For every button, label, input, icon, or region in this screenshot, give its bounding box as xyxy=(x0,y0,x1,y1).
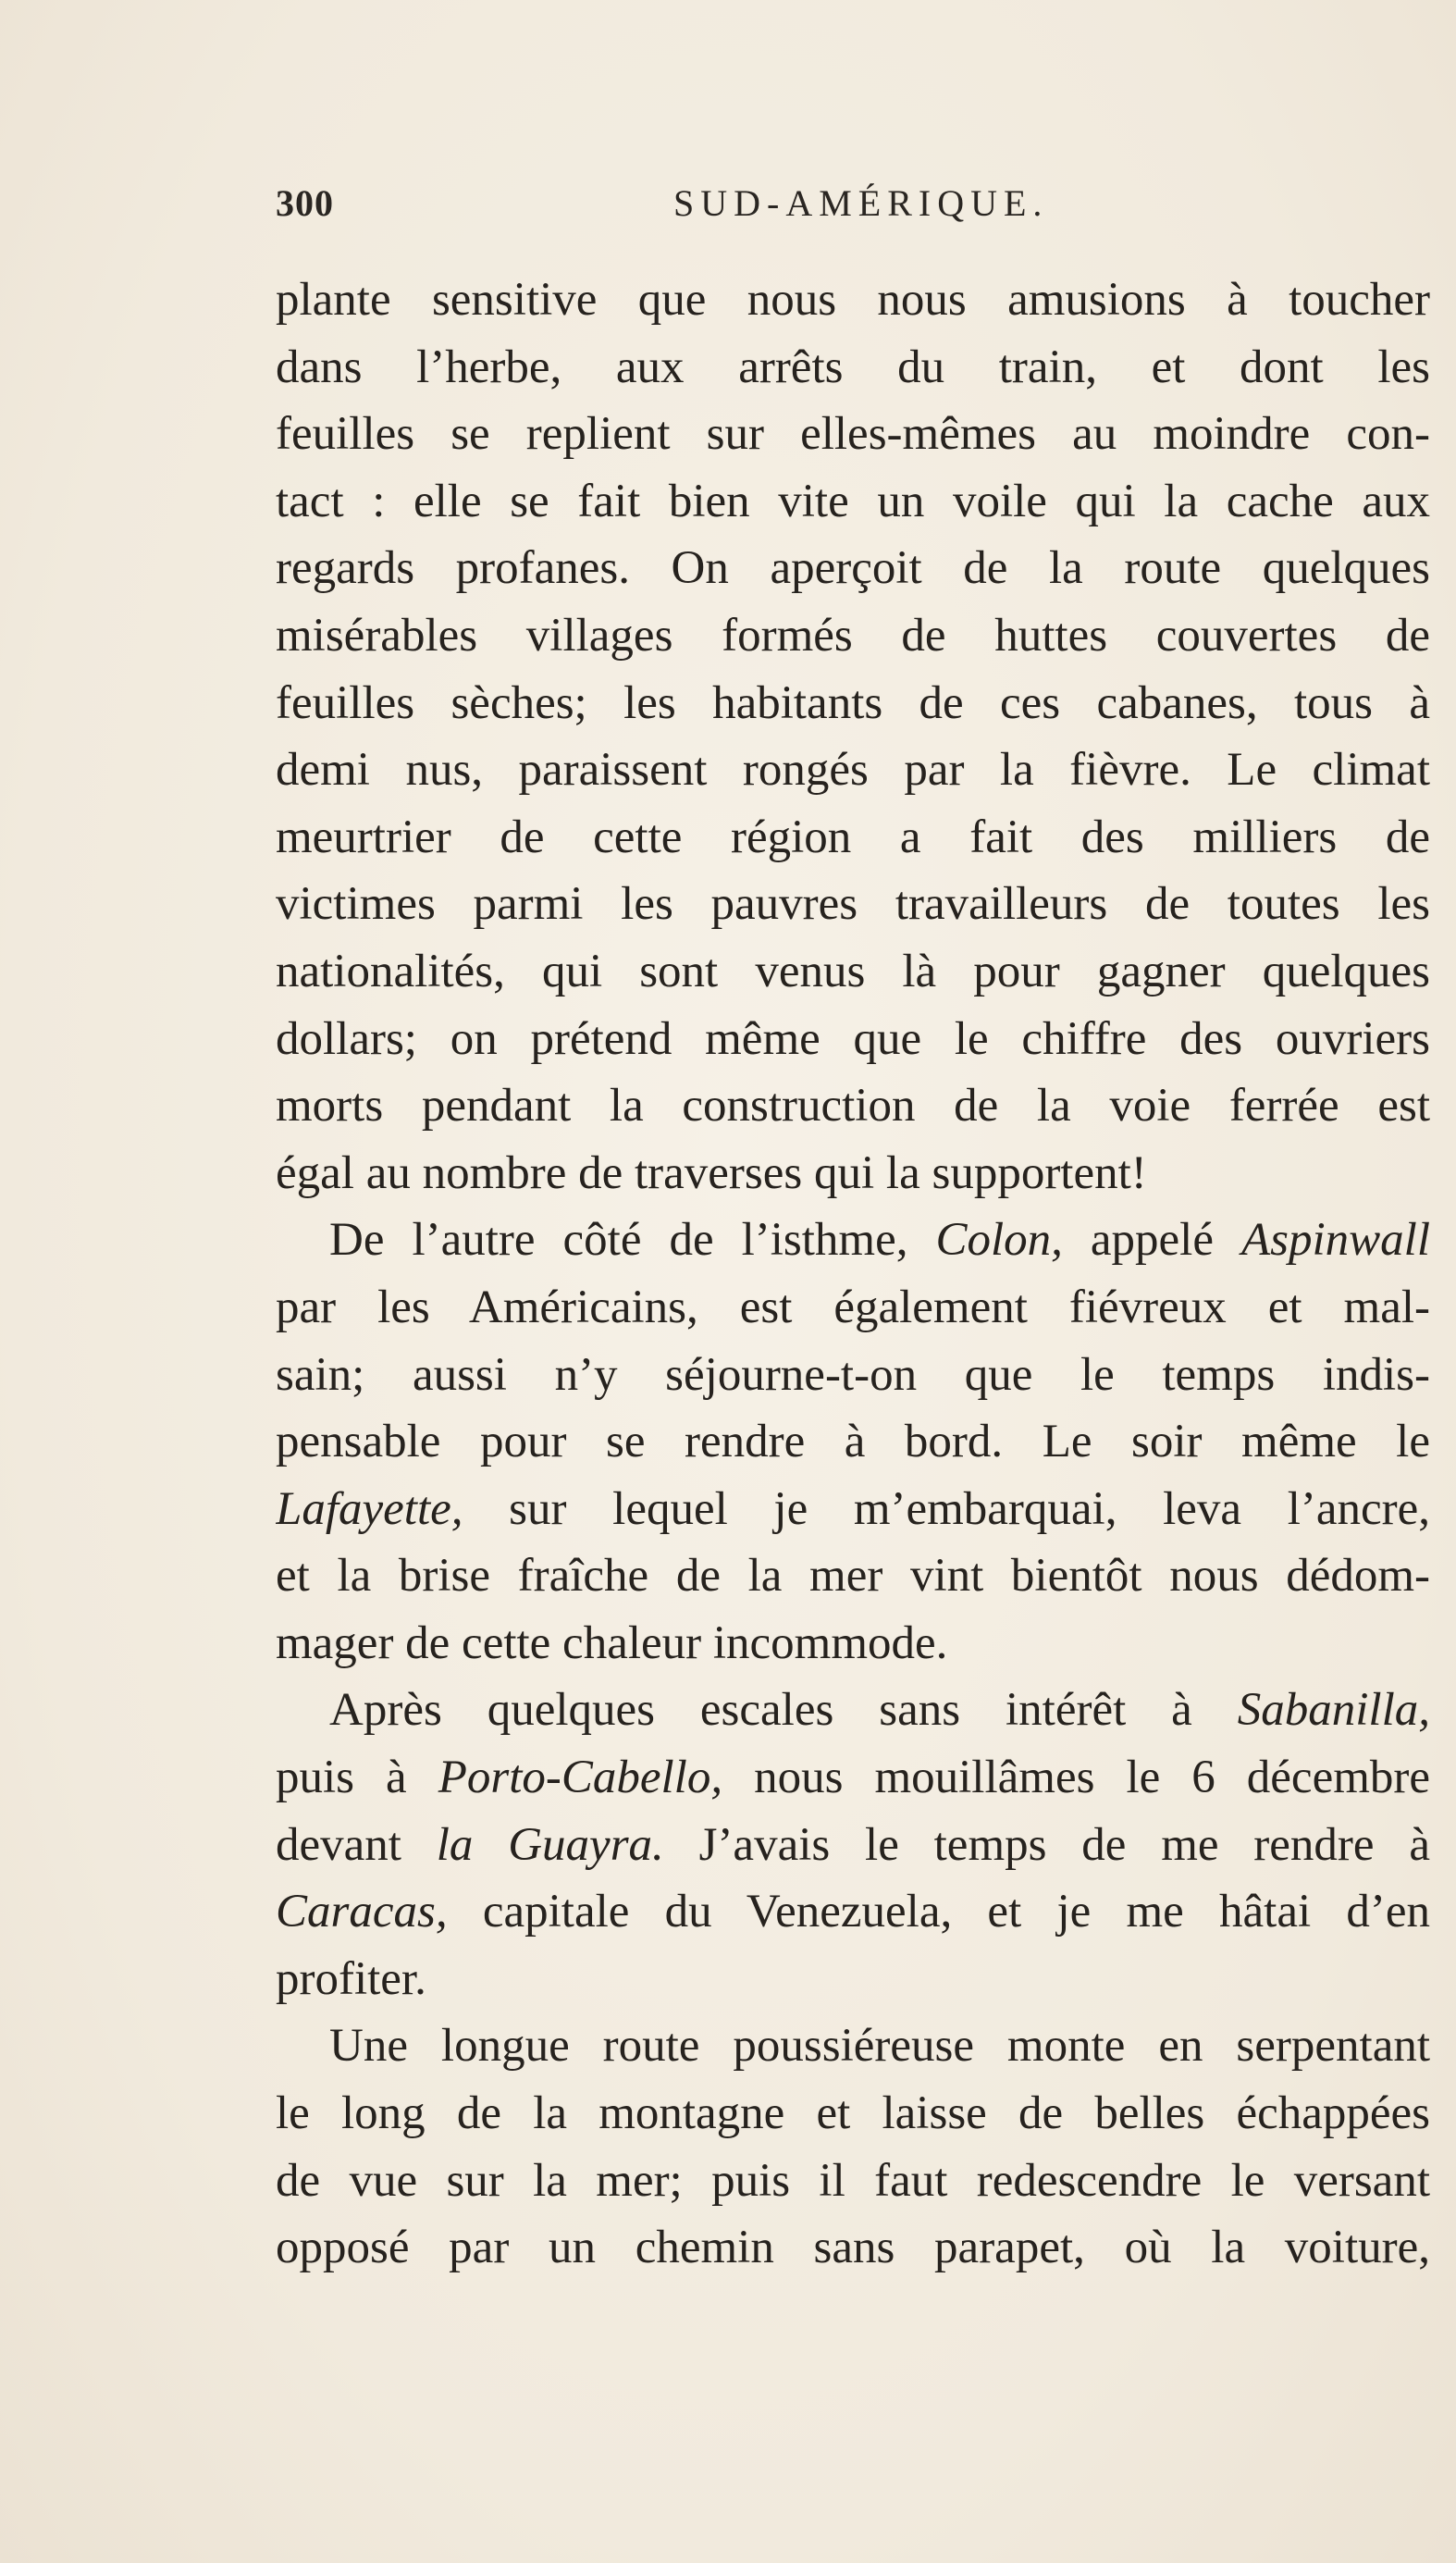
text-segment: le long de la montagne et laisse de belles échappées xyxy=(276,2087,1430,2140)
text-line xyxy=(276,1677,1430,1744)
text-line xyxy=(276,602,1430,670)
text-line xyxy=(276,1006,1430,1073)
italic-text: Sabanilla, xyxy=(1237,1684,1430,1737)
text-segment: Une longue route poussiéreuse monte en serpentant xyxy=(329,2020,1430,2073)
text-line xyxy=(276,1878,1430,1946)
text-line xyxy=(276,1140,1430,1207)
text-segment: feuilles se replient sur elles-mêmes au moindre con- xyxy=(276,408,1430,461)
text-segment: devant xyxy=(276,1818,437,1871)
text-line xyxy=(276,1542,1430,1610)
text-line xyxy=(276,2214,1430,2282)
text-segment: De l’autre côté de l’isthme, xyxy=(329,1214,936,1267)
text-segment: appelé xyxy=(1062,1214,1241,1267)
text-line xyxy=(276,1274,1430,1342)
running-title: SUD-AMÉRIQUE. xyxy=(673,182,1049,224)
text-line xyxy=(276,266,1430,334)
italic-text: Caracas, xyxy=(276,1886,448,1938)
italic-text: la Guayra. xyxy=(436,1818,664,1871)
text-segment: Après quelques escales sans intérêt à xyxy=(329,1684,1238,1737)
text-line xyxy=(276,2148,1430,2215)
text-segment: de vue sur la mer; puis il faut redescendre le versant xyxy=(276,2154,1430,2207)
text-segment: meurtrier de cette région a fait des milliers de xyxy=(276,811,1430,863)
text-segment: capitale du Venezuela, et je me hâtai d’en xyxy=(447,1886,1430,1938)
text-line xyxy=(276,468,1430,536)
text-segment: opposé par un chemin sans parapet, où la voiture, xyxy=(276,2222,1430,2274)
text-line xyxy=(276,670,1430,737)
text-segment: morts pendant la construction de la voie ferrée est xyxy=(276,1080,1430,1133)
text-segment: victimes parmi les pauvres travailleurs de toutes les xyxy=(276,878,1430,931)
text-line xyxy=(276,1408,1430,1476)
text-segment: demi nus, paraissent rongés par la fièvre. Le climat xyxy=(276,744,1430,797)
text-line xyxy=(276,401,1430,468)
text-line xyxy=(276,1207,1430,1274)
text-segment: dollars; on prétend même que le chiffre des ouvriers xyxy=(276,1012,1430,1065)
text-segment: profiter. xyxy=(276,1952,426,2005)
text-segment: par les Américains, est également fiévreux et mal- xyxy=(276,1281,1430,1333)
text-line xyxy=(276,334,1430,402)
text-line xyxy=(276,1744,1430,1812)
body-text xyxy=(276,266,1430,2282)
italic-text: Colon, xyxy=(935,1214,1063,1267)
text-segment: J’avais le temps de me rendre à xyxy=(663,1818,1430,1871)
italic-text: Porto-Cabello, xyxy=(438,1752,723,1804)
text-segment: nationalités, qui sont venus là pour gagner quelques xyxy=(276,945,1430,997)
text-line xyxy=(276,938,1430,1006)
text-segment: égal au nombre de traverses qui la supportent! xyxy=(276,1146,1147,1199)
text-line xyxy=(276,1946,1430,2013)
text-segment: misérables villages formés de huttes couvertes de xyxy=(276,609,1430,662)
text-segment: sur lequel je m’embarquai, leva l’ancre, xyxy=(463,1482,1430,1535)
text-segment: sain; aussi n’y séjourne-t-on que le temps indis- xyxy=(276,1348,1430,1401)
text-segment: pensable pour se rendre à bord. Le soir même le xyxy=(276,1416,1430,1468)
text-segment: puis à xyxy=(276,1752,438,1804)
page-number: 300 xyxy=(276,182,334,224)
text-segment: nous mouillâmes le 6 décembre xyxy=(722,1752,1430,1804)
text-segment: et la brise fraîche de la mer vint bientôt nous dédom- xyxy=(276,1550,1430,1603)
italic-text: Aspinwall xyxy=(1240,1214,1430,1267)
text-segment: feuilles sèches; les habitants de ces cabanes, tous à xyxy=(276,676,1430,729)
text-line xyxy=(276,1812,1430,1879)
text-line xyxy=(276,1610,1430,1678)
text-segment: tact : elle se fait bien vite un voile qui la cache aux xyxy=(276,475,1430,527)
text-line xyxy=(276,1072,1430,1140)
text-segment: plante sensitive que nous nous amusions à toucher xyxy=(276,274,1430,326)
text-line xyxy=(276,535,1430,602)
text-segment: mager de cette chaleur incommode. xyxy=(276,1616,948,1669)
text-line xyxy=(276,737,1430,804)
text-line xyxy=(276,1476,1430,1543)
text-line xyxy=(276,2012,1430,2080)
text-line xyxy=(276,871,1430,938)
text-line xyxy=(276,1342,1430,1409)
text-line xyxy=(276,2080,1430,2148)
text-segment: dans l’herbe, aux arrêts du train, et dont les xyxy=(276,340,1430,393)
text-line xyxy=(276,804,1430,872)
page-header xyxy=(276,181,1432,237)
text-segment: regards profanes. On aperçoit de la route quelques xyxy=(276,542,1430,595)
italic-text: Lafayette, xyxy=(276,1482,463,1535)
